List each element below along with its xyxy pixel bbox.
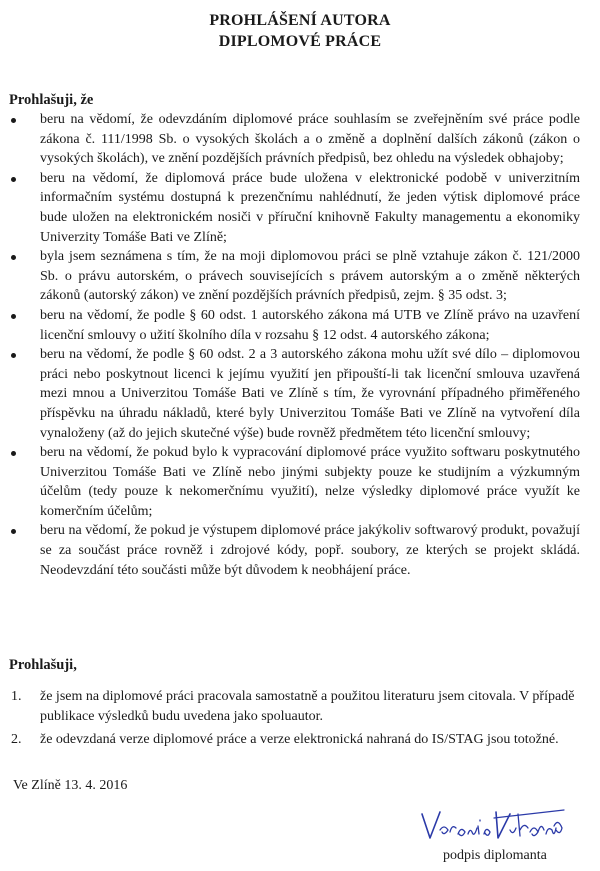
item-text: že jsem na diplomové práci pracovala samostatně a použitou literaturu jsem citovala. V případě publikace výsledků budu uvedena jako spoluautor.: [40, 689, 575, 724]
bullet-item: beru na vědomí, že pokud bylo k vypracování diplomové práce využito softwaru poskytnutého Univerzitou Tomáše Bati ve Zlíně nebo jinými subjekty pouze ke studijním a výzkumným účelům (tedy pouze k nekomerčnímu využití), nelze výsledky diplomové práce využít ke komerčním účelům;: [40, 443, 580, 521]
handwritten-signature: [418, 808, 568, 844]
bullet-item: beru na vědomí, že podle § 60 odst. 1 autorského zákona má UTB ve Zlíně právo na uzavření licenční smlouvy o užití školního díla v rozsahu § 12 odst. 4 autorského zákona;: [40, 306, 580, 345]
section-heading-statement: Prohlašuji,: [9, 657, 77, 673]
bullet-item: beru na vědomí, že podle § 60 odst. 2 a 3 autorského zákona mohu užít své dílo – diplomovou práci nebo poskytnout licenci k jejímu využití jen připouští-li tak licenční smlouva uzavřená mezi mnou a Univerzitou Tomáše Bati ve Zlíně s tím, že vyrovnání případného přiměřeného příspěvku na úhradu nákladů, které byly Univerzitou Tomáše Bati ve Zlíně na vytvoření díla vynaloženy (až do jejich skutečné výše) bude rovněž předmětem této licenční smlouvy;: [40, 345, 580, 443]
bullet-item: byla jsem seznámena s tím, že na moji diplomovou práci se plně vztahuje zákon č. 121/2000 Sb. o právu autorském, o právech souvisejících s právem autorským a o změně některých zákonů (autorský zákon) ve znění pozdějších právních předpisů, zejm. § 35 odst. 3;: [40, 247, 580, 306]
item-number: 2.: [11, 732, 22, 748]
document-title-line-2: DIPLOMOVÉ PRÁCE: [218, 33, 382, 50]
statement-numbered-list: [11, 687, 585, 754]
item-text: že odevzdaná verze diplomové práce a verze elektronická nahraná do IS/STAG jsou totožné.: [40, 732, 559, 748]
declaration-bullet-list: [40, 110, 580, 580]
bullet-item: beru na vědomí, že pokud je výstupem diplomové práce jakýkoliv softwarový produkt, považují se za součást práce rovněž i zdrojové kódy, popř. soubory, ze kterých se projekt skládá. Neodevzdání této součásti může být důvodem k neobhájení práce.: [40, 521, 580, 580]
numbered-item: [11, 687, 585, 726]
numbered-item: [11, 730, 585, 750]
signature-caption: podpis diplomanta: [443, 848, 547, 863]
bullet-item: beru na vědomí, že odevzdáním diplomové práce souhlasím se zveřejněním své práce podle zákona č. 111/1998 Sb. o vysokých školách a o změně a doplnění dalších zákonů (zákon o vysokých školách), ve znění pozdějších právních předpisů, bez ohledu na výsledek obhajoby;: [40, 110, 580, 169]
item-number: 1.: [11, 689, 22, 704]
place-and-date: Ve Zlíně 13. 4. 2016: [13, 778, 128, 793]
document-title-line-1: PROHLÁŠENÍ AUTORA: [209, 12, 391, 29]
bullet-item: beru na vědomí, že diplomová práce bude uložena v elektronické podobě v univerzitním informačním systému dostupná k prezenčnímu nahlédnutí, že jeden výtisk diplomové práce bude uložen na elektronickém nosiči v příruční knihovně Fakulty managementu a ekonomiky Univerzity Tomáše Bati ve Zlíně;: [40, 169, 580, 247]
section-heading-declaration: Prohlašuji, že: [9, 92, 94, 108]
